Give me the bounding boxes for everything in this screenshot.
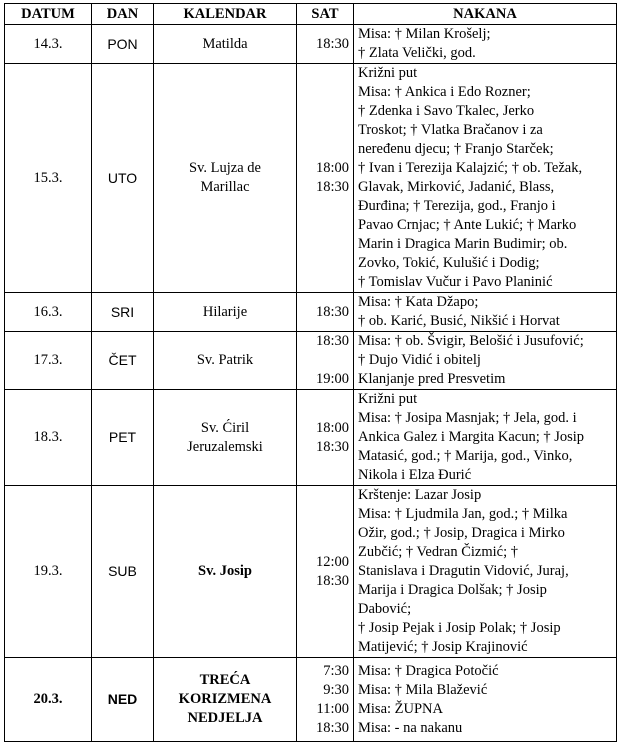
intention-line: † Dujo Vidić i obitelj — [358, 352, 481, 368]
intention-line: neređenu djecu; † Franjo Starček; — [358, 141, 554, 157]
intention-line: Misa: † Mila Blažević — [358, 681, 488, 698]
intention-line: Misa: † ob. Švigir, Belošić i Jusufović; — [358, 333, 584, 349]
time-cell — [297, 293, 354, 332]
calendar-saint-cell: Hilarije — [154, 293, 297, 332]
intention-line: Krštenje: Lazar Josip — [358, 487, 482, 503]
intention-cell — [354, 293, 617, 332]
time-value: 11:00 — [316, 700, 349, 717]
day-cell: SRI — [92, 293, 154, 332]
intention-line: Misa: † Dragica Potočić — [358, 662, 499, 679]
header-sat: SAT — [297, 4, 354, 25]
intention-line: Glavak, Mirković, Jadanić, Blass, — [358, 179, 555, 195]
time-cell — [297, 658, 354, 742]
intention-line: † Josip Pejak i Josip Polak; † Josip — [358, 620, 561, 636]
date-cell: 16.3. — [5, 293, 92, 332]
schedule-row — [5, 390, 617, 486]
mass-schedule-table — [4, 3, 617, 742]
header-kalendar: KALENDAR — [154, 4, 297, 25]
time-value: 18:30 — [315, 438, 349, 455]
time-value: 12:00 — [315, 553, 349, 570]
date-cell: 15.3. — [5, 64, 92, 293]
time-cell — [297, 25, 354, 64]
time-value: 18:30 — [315, 179, 349, 195]
intention-line: Misa: ŽUPNA — [358, 700, 443, 717]
intention-line: Misa: - na nakanu — [358, 719, 463, 736]
calendar-saint-cell: TREĆA KORIZMENA NEDJELJA — [154, 658, 297, 742]
time-cell — [297, 390, 354, 486]
calendar-saint-cell: Sv. Lujza de Marillac — [154, 64, 297, 293]
intention-line: † ob. Karić, Busić, Nikšić i Horvat — [358, 313, 560, 329]
intention-line: Stanislava i Dragutin Vidović, Juraj, — [358, 563, 569, 579]
intention-line: Marija i Dragica Dolšak; † Josip — [358, 582, 547, 598]
intention-line: Nikola i Elza Đurić — [358, 467, 472, 483]
intention-line: Matasić, god.; † Marija, god., Vinko, — [358, 448, 573, 464]
time-value: 19:00 — [315, 371, 349, 387]
intention-line: Ožir, god.; † Josip, Dragica i Mirko — [358, 525, 565, 541]
intention-line: † Tomislav Vučur i Pavo Planinić — [358, 274, 553, 290]
time-value — [301, 351, 349, 370]
time-cell — [297, 486, 354, 658]
day-cell: ČET — [92, 332, 154, 390]
intention-cell — [354, 390, 617, 486]
time-value: 18:30 — [315, 572, 349, 589]
schedule-row — [5, 64, 617, 293]
header-datum: DATUM — [5, 4, 92, 25]
intention-line: Ankica Galez i Margita Kacun; † Josip — [358, 429, 585, 445]
schedule-row — [5, 486, 617, 658]
intention-line: Matijević; † Josip Krajinović — [358, 639, 528, 655]
calendar-saint-cell: Matilda — [154, 25, 297, 64]
intention-line: Dabović; — [358, 601, 412, 617]
time-value: 18:30 — [315, 719, 349, 736]
intention-cell — [354, 332, 617, 390]
day-cell: NED — [92, 658, 154, 742]
schedule-row — [5, 25, 617, 64]
header-row — [5, 4, 617, 25]
intention-line: Misa: † Ljudmila Jan, god.; † Milka — [358, 506, 568, 522]
date-cell: 14.3. — [5, 25, 92, 64]
intention-line: Misa: † Kata Džapo; — [358, 294, 479, 310]
intention-line: † Ivan i Terezija Kalajzić; † ob. Težak, — [358, 160, 583, 176]
intention-line: Misa: † Ankica i Edo Rozner; — [358, 84, 531, 100]
day-cell: UTO — [92, 64, 154, 293]
intention-line: Zubčić; † Vedran Čizmić; † — [358, 544, 518, 560]
time-value: 7:30 — [323, 662, 349, 679]
intention-line: Misa: † Milan Krošelj; — [358, 26, 491, 42]
intention-cell — [354, 486, 617, 658]
calendar-saint-cell: Sv. Patrik — [154, 332, 297, 390]
intention-line: Misa: † Josipa Masnjak; † Jela, god. i — [358, 410, 577, 426]
date-cell: 17.3. — [5, 332, 92, 390]
date-cell: 18.3. — [5, 390, 92, 486]
calendar-saint-cell: Sv. Josip — [154, 486, 297, 658]
time-value: 18:00 — [315, 160, 349, 176]
date-cell: 19.3. — [5, 486, 92, 658]
time-value: 18:00 — [315, 419, 349, 436]
time-cell — [297, 332, 354, 390]
intention-line: Marin i Dragica Marin Budimir; ob. — [358, 236, 568, 252]
intention-line: † Zdenka i Savo Tkalec, Jerko — [358, 103, 535, 119]
date-cell: 20.3. — [5, 658, 92, 742]
schedule-row — [5, 332, 617, 390]
schedule-row — [5, 658, 617, 742]
intention-line: Pavao Crnjac; † Ante Lukić; † Marko — [358, 217, 577, 233]
intention-cell — [354, 658, 617, 742]
intention-line: Klanjanje pred Presvetim — [358, 371, 506, 387]
time-value: 18:30 — [315, 303, 349, 320]
time-value: 18:30 — [315, 333, 349, 349]
intention-line: Troskot; † Vlatka Bračanov i za — [358, 122, 543, 138]
intention-line: Đurđina; † Terezija, god., Franjo i — [358, 198, 556, 214]
intention-cell — [354, 64, 617, 293]
time-value: 9:30 — [323, 681, 349, 698]
intention-cell — [354, 25, 617, 64]
day-cell: PON — [92, 25, 154, 64]
day-cell: PET — [92, 390, 154, 486]
intention-line: † Zlata Velički, god. — [358, 45, 476, 61]
calendar-saint-cell: Sv. Ćiril Jeruzalemski — [154, 390, 297, 486]
intention-line: Zovko, Tokić, Kulušić i Dodig; — [358, 255, 540, 271]
intention-line: Križni put — [358, 391, 418, 407]
intention-line: Križni put — [358, 65, 418, 81]
day-cell: SUB — [92, 486, 154, 658]
header-dan: DAN — [92, 4, 154, 25]
time-cell — [297, 64, 354, 293]
header-nakana: NAKANA — [354, 4, 617, 25]
time-value: 18:30 — [315, 35, 349, 52]
schedule-row — [5, 293, 617, 332]
